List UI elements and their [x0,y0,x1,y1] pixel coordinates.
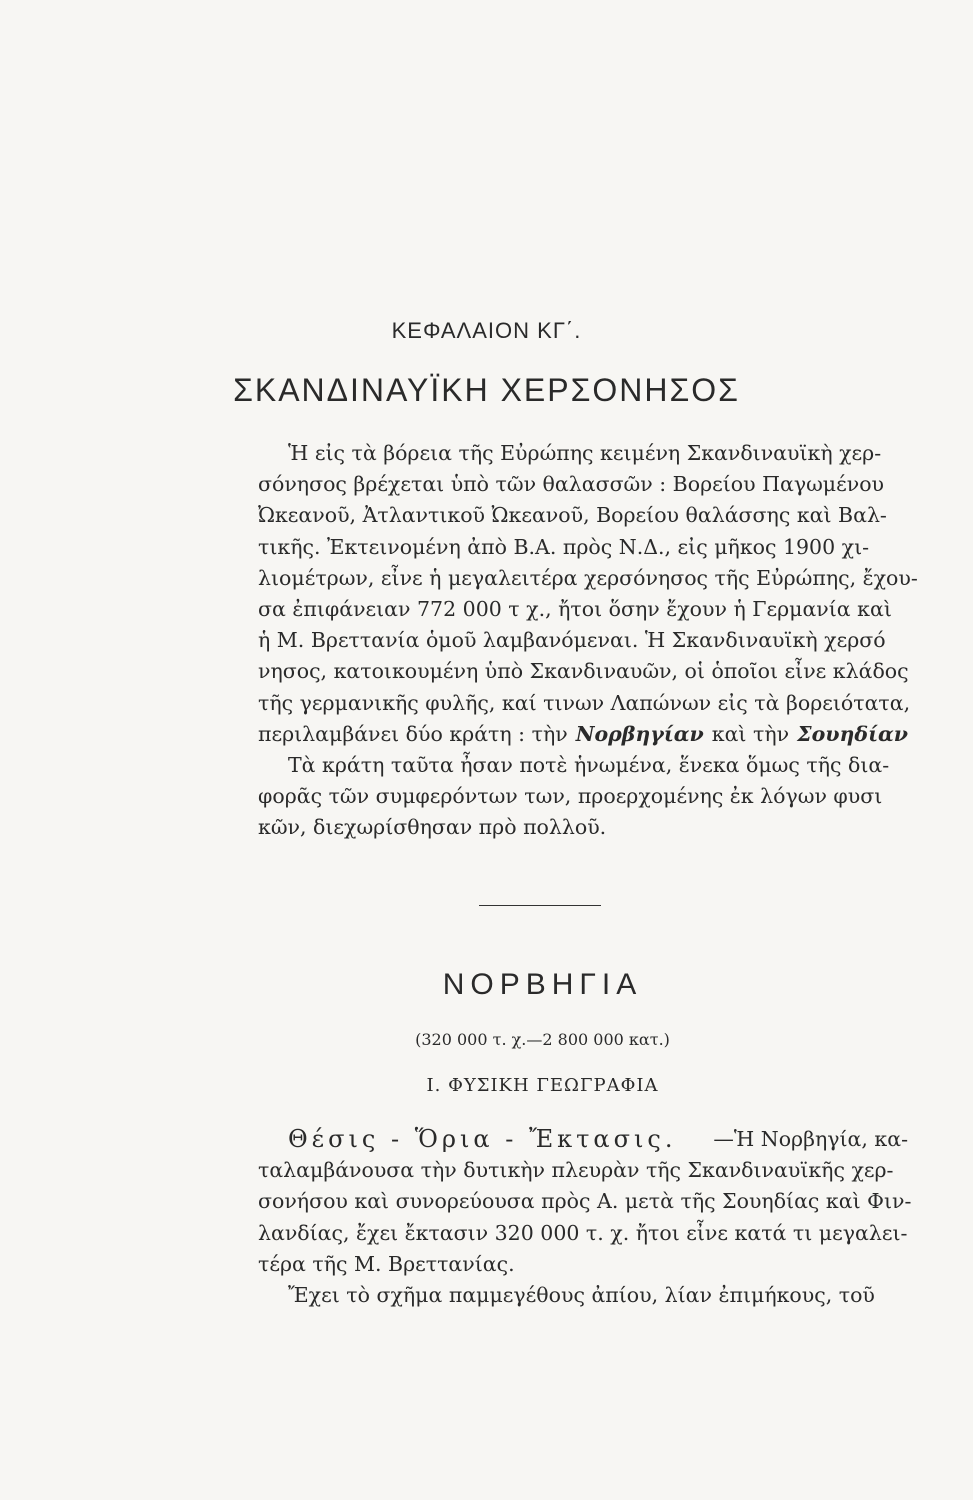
text-line-heading [258,1124,908,1155]
text-line: ἡ Μ. Βρεττανία ὁμοῦ λαμβανόμεναι. Ἡ Σκανδιναυϊκὴ χερσό [258,628,886,653]
text-line: Τὰ κράτη ταῦτα ἦσαν ποτὲ ἡνωμένα, ἕνεκα ὅμως τῆς δια- [288,753,890,778]
text-line: Ἔχει τὸ σχῆμα παμμεγέθους ἀπίου, λίαν ἐπιμήκους, τοῦ [288,1283,875,1308]
position-paragraph [258,1124,912,1311]
text-line: Ἡ εἰς τὰ βόρεια τῆς Εὐρώπης κειμένη Σκανδιναυϊκὴ χερ- [288,441,882,465]
text-line: νησος, κατοικουμένη ὑπὸ Σκανδιναυῶν, οἱ ὁποῖοι εἶνε κλάδος [258,659,909,684]
text-line: λανδίας, ἔχει ἔκτασιν 320 000 τ. χ. ἤτοι εἶνε κατά τι μεγαλει- [258,1220,908,1245]
states-and: καὶ τὴν [711,721,790,746]
norway-name: Νορβηγίαν [575,721,704,746]
section-stats: (320 000 τ. χ.—2 800 000 κατ.) [415,1030,670,1049]
section-title: ΝΟΡΒΗΓΙΑ [442,968,643,1001]
heading-rest: —Ἡ Νορβηγία, κα- [713,1127,908,1151]
subsection-title: Ι. ΦΥΣΙΚΗ ΓΕΩΓΡΑΦΙΑ [426,1075,659,1096]
states-prefix: περιλαμβάνει δύο κράτη : τὴν [258,721,568,746]
text-line: ταλαμβάνουσα τὴν δυτικὴν πλευρὰν τῆς Σκανδιναυϊκῆς χερ- [258,1158,894,1183]
chapter-label: ΚΕΦΑΛΑΙΟΝ ΚΓ΄. [391,318,582,343]
chapter-title: ΣΚΑΝΔΙΝΑΥΪΚΗ ΧΕΡΣΟΝΗΣΟΣ [233,372,740,408]
text-line: λιομέτρων, εἶνε ἡ μεγαλειτέρα χερσόνησος τῆς Εὐρώπης, ἔχου- [258,565,918,590]
text-line: κῶν, διεχωρίσθησαν πρὸ πολλοῦ. [258,815,607,840]
text-line: σόνησος βρέχεται ὑπὸ τῶν θαλασσῶν : Βορείου Παγωμένου [258,472,885,497]
text-line-states [258,719,908,750]
text-line: σονήσου καὶ συνορεύουσα πρὸς Α. μετὰ τῆς Σουηδίας καὶ Φιν- [258,1189,912,1214]
inline-heading: Θέσις - Ὅρια - Ἔκτασις. [288,1125,677,1153]
intro-paragraph [258,438,918,844]
text-line: φορᾶς τῶν συμφερόντων των, προερχομένης ἐκ λόγων φυσι [258,784,883,809]
text-line: τῆς γερμανικῆς φυλῆς, καί τινων Λαπώνων εἰς τὰ βορειότατα, [258,690,911,715]
section-divider [479,905,601,906]
sweden-name: Σουηδίαν [797,721,908,746]
text-line: σα ἐπιφάνειαν 772 000 τ χ., ἤτοι ὅσην ἔχουν ἡ Γερμανία καὶ [258,597,892,622]
text-line: τέρα τῆς Μ. Βρεττανίας. [258,1251,515,1276]
text-line: τικῆς. Ἐκτεινομένη ἀπὸ Β.Α. πρὸς Ν.Δ., εἰς μῆκος 1900 χι- [258,534,870,559]
text-line: Ὠκεανοῦ, Ἀτλαντικοῦ Ὠκεανοῦ, Βορείου θαλάσσης καὶ Βαλ- [258,503,887,528]
